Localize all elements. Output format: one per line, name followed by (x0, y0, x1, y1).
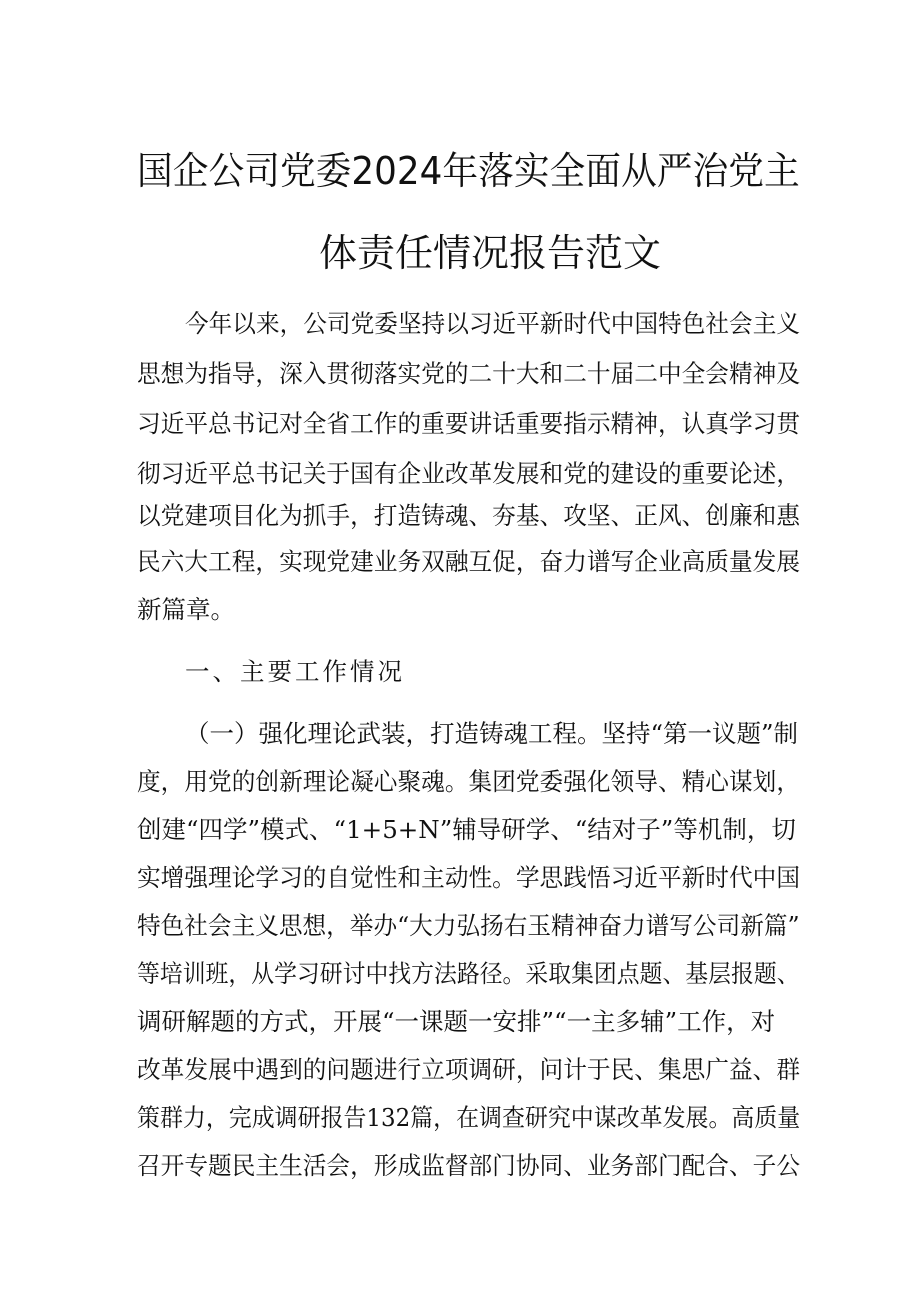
intro-line: 彻习近平总书记关于国有企业改革发展和党的建设的重要论述， (137, 459, 801, 488)
section-1-line: 度，用党的创新理论凝心聚魂。集团党委强化领导、精心谋划， (137, 767, 801, 796)
section-heading: 一、主要工作情况 (185, 657, 405, 686)
intro-line: 今年以来，公司党委坚持以习近平新时代中国特色社会主义 (185, 309, 801, 338)
section-1-line: （一）强化理论武装，打造铸魂工程。坚持“第一议题”制 (185, 719, 799, 748)
intro-line: 习近平总书记对全省工作的重要讲话重要指示精神，认真学习贯 (137, 409, 801, 438)
section-1-line: 改革发展中遇到的问题进行立项调研，问计于民、集思广益、群 (137, 1055, 801, 1084)
section-1-line: 召开专题民主生活会，形成监督部门协同、业务部门配合、子公 (137, 1151, 801, 1180)
document-title-line-2: 体责任情况报告范文 (319, 231, 662, 275)
section-1-line: 策群力，完成调研报告132篇，在调查研究中谋改革发展。高质量 (137, 1103, 801, 1132)
document-title-line-1: 国企公司党委2024年落实全面从严治党主 (137, 149, 800, 193)
intro-line: 民六大工程，实现党建业务双融互促，奋力谱写企业高质量发展 (137, 547, 801, 576)
section-1-line: 等培训班，从学习研讨中找方法路径。采取集团点题、基层报题、 (137, 959, 800, 988)
section-1-line: 特色社会主义思想，举办“大力弘扬右玉精神奋力谱写公司新篇” (137, 911, 800, 940)
section-1-line: 调研解题的方式，开展“一课题一安排”“一主多辅”工作，对 (137, 1007, 776, 1036)
intro-line: 新篇章。 (137, 595, 235, 624)
intro-line: 思想为指导，深入贯彻落实党的二十大和二十届二中全会精神及 (137, 359, 801, 388)
intro-line: 以党建项目化为抓手，打造铸魂、夯基、攻坚、正风、创廉和惠 (137, 501, 801, 530)
section-1-line: 创建“四学”模式、“1+5+N”辅导研学、“结对子”等机制，切 (137, 815, 796, 844)
section-1-line: 实增强理论学习的自觉性和主动性。学思践悟习近平新时代中国 (137, 863, 801, 892)
